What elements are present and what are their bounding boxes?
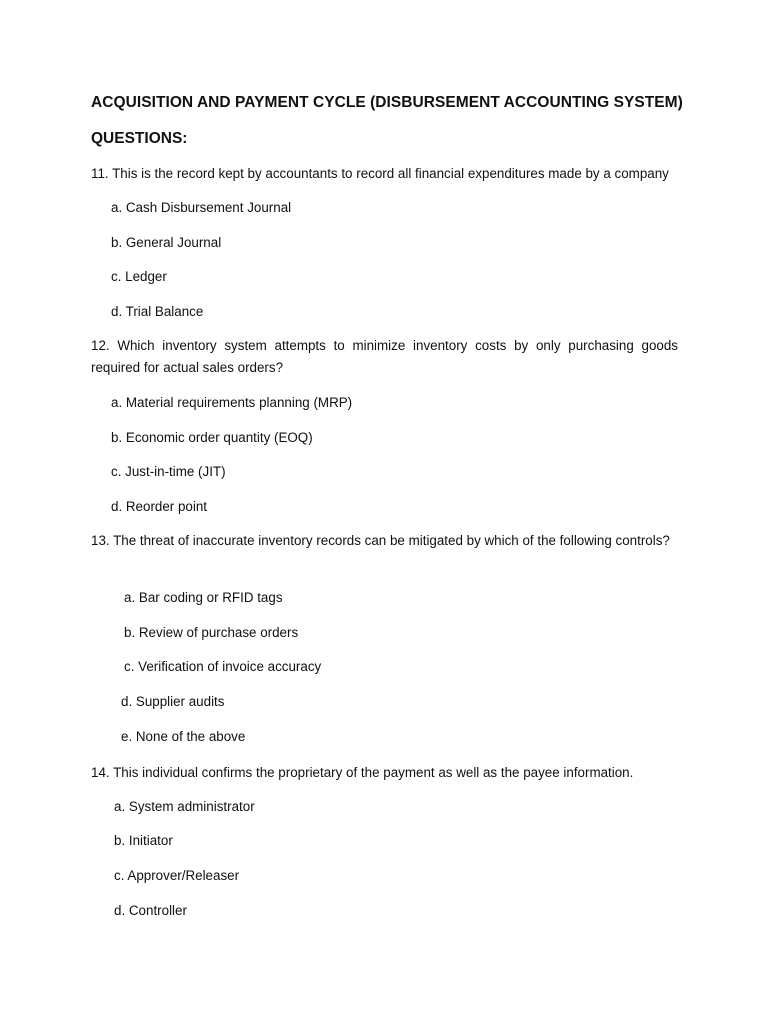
- question-12: 12. Which inventory system attempts to minimize inventory costs by only purchasing goods required for actual sales orders?: [91, 338, 678, 375]
- question-12-option-c: c. Just-in-time (JIT): [111, 464, 226, 479]
- question-13-option-c: c. Verification of invoice accuracy: [124, 659, 322, 674]
- question-12-option-d: d. Reorder point: [111, 499, 208, 514]
- question-14-option-c: c. Approver/Releaser: [114, 868, 240, 883]
- question-13-option-d: d. Supplier audits: [121, 694, 225, 709]
- question-11-option-d: d. Trial Balance: [111, 304, 204, 319]
- question-12-option-b: b. Economic order quantity (EOQ): [111, 430, 313, 445]
- question-11: 11. This is the record kept by accountants to record all financial expenditures made by a company: [91, 166, 669, 181]
- question-13-option-e: e. None of the above: [121, 729, 246, 744]
- section-heading: QUESTIONS:: [91, 130, 188, 147]
- question-12-option-a: a. Material requirements planning (MRP): [111, 395, 353, 410]
- question-11-option-a: a. Cash Disbursement Journal: [111, 200, 292, 215]
- question-13: 13. The threat of inaccurate inventory records can be mitigated by which of the following controls?: [91, 533, 670, 548]
- question-14-option-a: a. System administrator: [114, 799, 255, 814]
- document-title: ACQUISITION AND PAYMENT CYCLE (DISBURSEMENT ACCOUNTING SYSTEM): [91, 94, 683, 111]
- question-14: 14. This individual confirms the proprietary of the payment as well as the payee information.: [91, 765, 634, 780]
- question-11-option-b: b. General Journal: [111, 235, 222, 250]
- question-14-option-b: b. Initiator: [114, 833, 173, 848]
- question-14-option-d: d. Controller: [114, 903, 187, 918]
- question-13-option-a: a. Bar coding or RFID tags: [124, 590, 283, 605]
- question-13-option-b: b. Review of purchase orders: [124, 625, 299, 640]
- question-11-option-c: c. Ledger: [111, 269, 167, 284]
